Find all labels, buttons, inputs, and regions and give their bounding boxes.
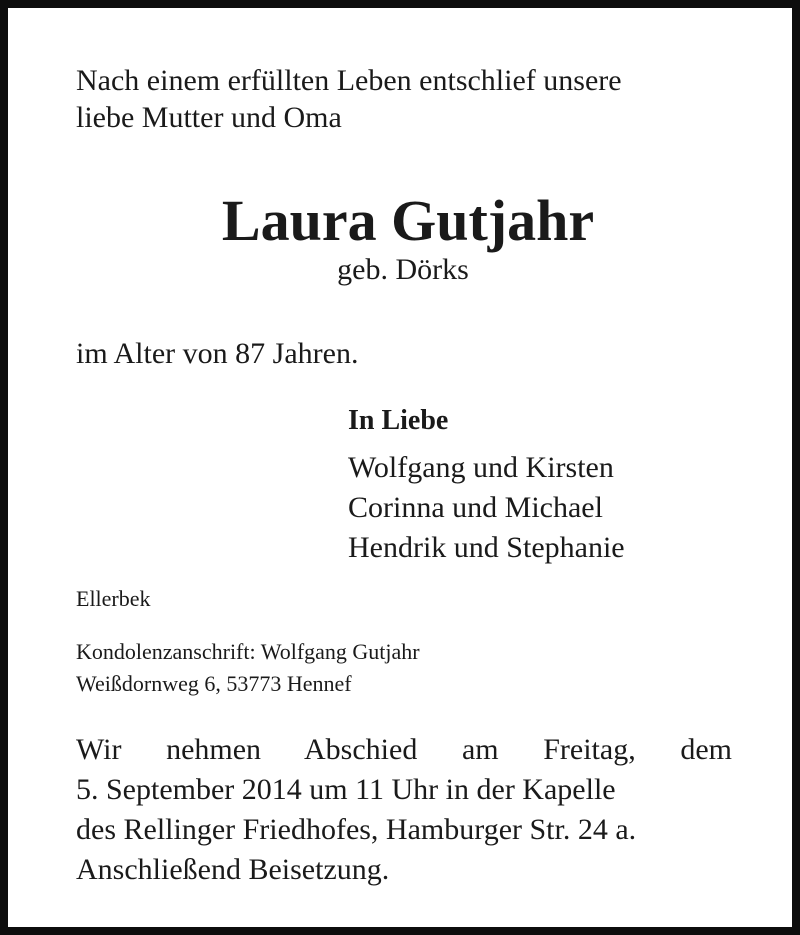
mourner-name: Hendrik und Stephanie [348,531,625,564]
age-text: im Alter von 87 Jahren. [76,337,359,370]
birth-name: geb. Dörks [337,253,469,286]
place-text: Ellerbek [76,586,151,611]
mourner-name: Corinna und Michael [348,491,603,524]
funeral-details [76,730,732,890]
funeral-line-4: Anschließend Beisetzung. [76,853,390,886]
mourner-list [348,448,625,568]
intro-line-1: Nach einem erfüllten Leben entschlief unsere [76,64,622,97]
condolence-address-line-1: Kondolenzanschrift: Wolfgang Gutjahr [76,639,420,664]
deceased-name: Laura Gutjahr [221,188,595,253]
condolence-address-line-2: Weißdornweg 6, 53773 Hennef [76,671,352,696]
mourner-name: Wolfgang und Kirsten [348,451,614,484]
funeral-line-3: des Rellinger Friedhofes, Hamburger Str. 24 a. [76,813,637,846]
condolence-address [76,636,420,700]
intro-line-2: liebe Mutter und Oma [76,101,342,134]
funeral-line-1: Wir nehmen Abschied am Freitag, dem [76,733,732,766]
intro-text [76,62,622,136]
signoff-text: In Liebe [348,405,449,436]
funeral-line-2: 5. September 2014 um 11 Uhr in der Kapelle [76,773,616,806]
